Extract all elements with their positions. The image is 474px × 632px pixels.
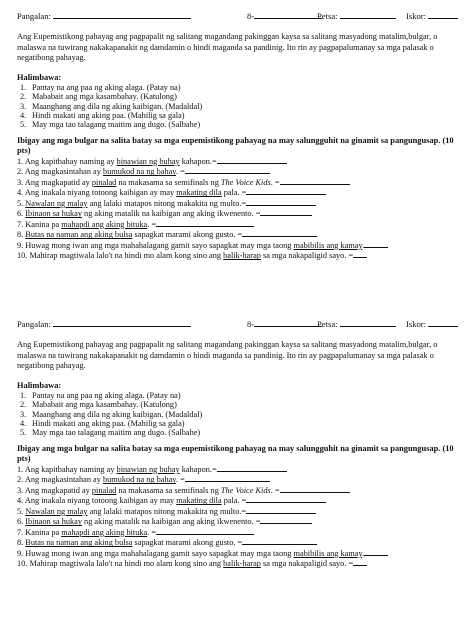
question-text: sapagkat marami akong gusto. = <box>132 538 243 548</box>
question-item <box>17 240 463 251</box>
example-text: Maanghang ang dila ng aking kaibigan. (Madaldal) <box>32 101 203 111</box>
question-text: 7. Kanina pa <box>17 527 62 537</box>
answer-blank[interactable] <box>156 527 254 535</box>
examples-title: Halimbawa: <box>17 380 62 390</box>
italic-title: The Voice Kids <box>220 485 271 495</box>
question-text: 1. Ang kapitbahay naming ay <box>17 156 117 166</box>
example-number: 4. <box>20 111 27 120</box>
question-text: 9. Huwag mong iwan ang mga mahahalagang gamit sayo sapagkat may mga taong <box>17 240 294 250</box>
question-text: 6. <box>17 209 26 219</box>
question-item <box>17 229 463 240</box>
example-text: Pantay na ang paa ng aking alaga. (Patay na) <box>32 390 181 400</box>
score-label: Iskor: <box>406 318 458 329</box>
question-text: 5. <box>17 506 26 516</box>
answer-blank[interactable] <box>246 198 316 206</box>
question-text: 1. Ang kapitbahay naming ay <box>17 464 117 474</box>
answer-blank[interactable] <box>246 187 326 195</box>
example-item <box>20 102 474 111</box>
underlined-phrase: makating dila <box>176 496 222 506</box>
question-item <box>17 506 463 517</box>
question-text: . = <box>147 219 157 229</box>
underlined-phrase: makating dila <box>176 188 222 198</box>
question-text: ng aking matalik na kaibigan ang aking ikwenento. = <box>81 517 261 527</box>
question-item <box>17 156 463 167</box>
question-text: na makasama sa semifinals ng <box>116 177 221 187</box>
underlined-phrase: Nawalan ng malay <box>25 198 88 208</box>
questions-list <box>17 156 463 261</box>
score-blank[interactable] <box>428 10 458 19</box>
example-number: 5. <box>20 428 27 438</box>
question-text: pala. = <box>221 188 247 198</box>
example-text: May mga tao talagang maitim ang dugo. (Salbahe) <box>32 120 201 130</box>
answer-blank[interactable] <box>156 219 254 227</box>
example-text: Hindi makati ang aking paa. (Mahilig sa gala) <box>32 111 185 120</box>
underlined-phrase: mabibilis ang kamay <box>293 240 363 250</box>
question-text: 2. Ang magkasintahan ay <box>17 167 103 177</box>
example-number: 4. <box>20 419 27 428</box>
question-text: . <box>362 548 365 558</box>
underlined-phrase: binawian ng buhay <box>116 156 180 166</box>
question-text: 5. <box>17 198 26 208</box>
question-item <box>17 198 463 209</box>
score-label: Iskor: <box>406 10 458 21</box>
question-text: . = <box>270 177 280 187</box>
section-blank[interactable] <box>254 10 322 19</box>
example-number: 1. <box>20 390 27 400</box>
header-row <box>17 318 459 332</box>
question-text: 6. <box>17 517 26 527</box>
answer-blank[interactable] <box>242 229 317 237</box>
example-item <box>20 92 474 101</box>
answer-blank[interactable] <box>260 516 312 524</box>
question-item <box>17 548 463 559</box>
question-item <box>17 219 463 230</box>
question-text: 3. Ang magkapatid ay <box>17 177 92 187</box>
question-item <box>17 474 463 485</box>
date-label: Petsa: <box>317 10 396 21</box>
underlined-phrase: bumukod na ng bahay <box>102 475 176 485</box>
intro-paragraph: Ang Eupemistikong pahayag ang pagpapalit ng salitang magandang pakinggan kaysa sa salitang masyadong matalim,bulgar, o malaswa na tuwirang nakakapanakit ng damdamin o hindi maganda sa pandinig. Ito rin ay pagpapalumanay sa mga palasak o negatibong pahayag. <box>17 340 438 371</box>
example-text: Mababait ang mga kasambahay. (Katulong) <box>32 92 177 102</box>
italic-title: The Voice Kids <box>220 177 271 187</box>
answer-blank[interactable] <box>246 506 316 514</box>
questions-title: Ibigay ang mga bulgar na salita batay sa mga eupemistikong pahayag na may salungguhit na ginamit sa pangungusap. (10 pts) <box>17 135 454 155</box>
underlined-phrase: pinalad <box>91 485 117 495</box>
name-label: Pangalan: <box>17 318 191 329</box>
example-item <box>20 111 474 120</box>
question-text: 10. Mahirap magtiwala lalo't na hindi mo alam kong sino ang <box>17 559 224 569</box>
score-blank[interactable] <box>428 318 458 327</box>
date-label: Petsa: <box>317 318 396 329</box>
answer-blank[interactable] <box>353 250 367 258</box>
question-item <box>17 208 463 219</box>
underlined-phrase: Butas na naman ang aking bulsa <box>25 538 133 548</box>
question-text: pala. = <box>221 496 247 506</box>
answer-blank[interactable] <box>364 240 388 248</box>
example-item <box>20 419 474 428</box>
question-text: sapagkat marami akong gusto. = <box>132 230 243 240</box>
underlined-phrase: Ibinaon sa hukay <box>25 209 82 219</box>
question-text: . = <box>270 485 280 495</box>
answer-blank[interactable] <box>217 464 287 472</box>
question-text: . = <box>175 475 185 485</box>
worksheet-bottom <box>0 318 474 569</box>
example-item <box>20 400 474 409</box>
question-text: 8. <box>17 230 26 240</box>
answer-blank[interactable] <box>246 495 326 503</box>
example-item <box>20 428 474 437</box>
examples-list <box>20 83 474 130</box>
worksheet-top <box>0 10 474 261</box>
question-text: . = <box>175 167 185 177</box>
question-item <box>17 464 463 475</box>
example-number: 2. <box>20 92 27 102</box>
date-blank[interactable] <box>340 10 396 19</box>
question-item <box>17 485 463 496</box>
underlined-phrase: mabibilis ang kamay <box>293 548 363 558</box>
question-item <box>17 516 463 527</box>
examples-title: Halimbawa: <box>17 72 62 82</box>
answer-blank[interactable] <box>260 208 312 216</box>
example-text: May mga tao talagang maitim ang dugo. (Salbahe) <box>32 428 201 438</box>
example-number: 3. <box>20 409 27 419</box>
underlined-phrase: binawian ng buhay <box>116 464 180 474</box>
question-text: ng aking matalik na kaibigan ang aking ikwenento. = <box>81 209 261 219</box>
example-number: 5. <box>20 120 27 130</box>
date-blank[interactable] <box>340 318 396 327</box>
question-text: . <box>362 240 365 250</box>
question-text: sa mga nakapaligid sayo. = <box>260 559 354 569</box>
answer-blank[interactable] <box>185 166 270 174</box>
underlined-phrase: balik-harap <box>223 251 261 261</box>
example-item <box>20 83 474 92</box>
question-item <box>17 495 463 506</box>
answer-blank[interactable] <box>280 485 350 493</box>
name-blank[interactable] <box>53 10 191 19</box>
questions-title: Ibigay ang mga bulgar na salita batay sa mga eupemistikong pahayag na may salungguhit na ginamit sa pangungusap. (10 pts) <box>17 443 454 463</box>
name-blank[interactable] <box>53 318 191 327</box>
example-number: 3. <box>20 101 27 111</box>
examples-list <box>20 391 474 438</box>
question-item <box>17 187 463 198</box>
example-text: Hindi makati ang aking paa. (Mahilig sa gala) <box>32 419 185 428</box>
question-text: sa mga nakapaligid sayo. = <box>260 251 354 261</box>
question-text: ang lalaki matapos nitong makakita ng multo.= <box>87 198 247 208</box>
answer-blank[interactable] <box>353 558 367 566</box>
question-text: 2. Ang magkasintahan ay <box>17 475 103 485</box>
example-text: Pantay na ang paa ng aking alaga. (Patay na) <box>32 82 181 92</box>
question-text: 4. Ang inakala niyang totoong kaibigan ay may <box>17 188 177 198</box>
question-text: 4. Ang inakala niyang totoong kaibigan ay may <box>17 496 177 506</box>
underlined-phrase: Ibinaon sa hukay <box>25 517 82 527</box>
section-label: 8- <box>247 10 322 21</box>
question-item <box>17 166 463 177</box>
example-number: 1. <box>20 82 27 92</box>
question-item <box>17 537 463 548</box>
questions-list <box>17 464 463 569</box>
question-text: 8. <box>17 538 26 548</box>
underlined-phrase: bumukod na ng bahay <box>102 167 176 177</box>
question-text: . = <box>147 527 157 537</box>
question-text: ang lalaki matapos nitong makakita ng multo.= <box>87 506 247 516</box>
question-item <box>17 527 463 538</box>
answer-blank[interactable] <box>280 177 350 185</box>
underlined-phrase: Nawalan ng malay <box>25 506 88 516</box>
section-blank[interactable] <box>254 318 322 327</box>
underlined-phrase: mahapdi ang aking bituka <box>61 527 148 537</box>
example-item <box>20 410 474 419</box>
question-text: 9. Huwag mong iwan ang mga mahahalagang gamit sayo sapagkat may mga taong <box>17 548 294 558</box>
answer-blank[interactable] <box>217 156 287 164</box>
example-item <box>20 391 474 400</box>
question-text: kahapon.= <box>179 464 217 474</box>
intro-paragraph: Ang Eupemistikong pahayag ang pagpapalit ng salitang magandang pakinggan kaysa sa salitang masyadong matalim,bulgar, o malaswa na tuwirang nakakapanakit ng damdamin o hindi maganda sa pandinig. Ito rin ay pagpapalumanay sa mga palasak o negatibong pahayag. <box>17 32 438 63</box>
example-item <box>20 120 474 129</box>
question-text: kahapon.= <box>179 156 217 166</box>
question-item <box>17 558 463 569</box>
question-item <box>17 250 463 261</box>
underlined-phrase: mahapdi ang aking bituka <box>61 219 148 229</box>
section-label: 8- <box>247 318 322 329</box>
name-label: Pangalan: <box>17 10 191 21</box>
underlined-phrase: balik-harap <box>223 559 261 569</box>
question-text: na makasama sa semifinals ng <box>116 485 221 495</box>
answer-blank[interactable] <box>185 474 270 482</box>
answer-blank[interactable] <box>364 548 388 556</box>
underlined-phrase: Butas na naman ang aking bulsa <box>25 230 133 240</box>
answer-blank[interactable] <box>242 537 317 545</box>
example-number: 2. <box>20 400 27 410</box>
example-text: Maanghang ang dila ng aking kaibigan. (Madaldal) <box>32 409 203 419</box>
question-text: 3. Ang magkapatid ay <box>17 485 92 495</box>
question-item <box>17 177 463 188</box>
example-text: Mababait ang mga kasambahay. (Katulong) <box>32 400 177 410</box>
question-text: 10. Mahirap magtiwala lalo't na hindi mo alam kong sino ang <box>17 251 224 261</box>
question-text: 7. Kanina pa <box>17 219 62 229</box>
underlined-phrase: pinalad <box>91 177 117 187</box>
header-row <box>17 10 459 24</box>
